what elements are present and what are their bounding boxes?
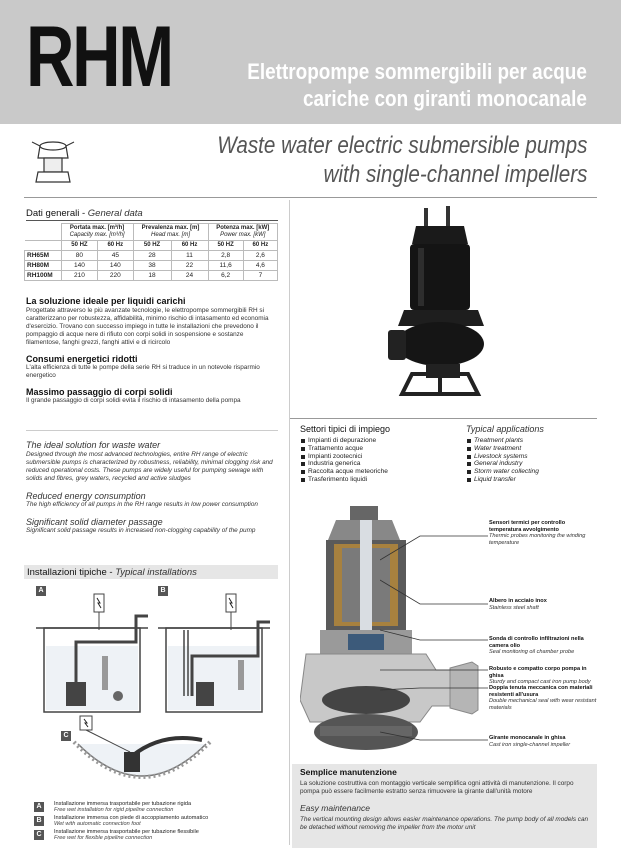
list-item: Livestock systems	[467, 453, 539, 461]
list-item: Liquid transfer	[467, 476, 539, 484]
list-item: Storm water collecting	[467, 468, 539, 476]
divider	[26, 430, 278, 431]
applications-title-en: Typical applications	[466, 424, 544, 434]
paragraph-energy-it: L'alta efficienza di tutte le pompe della serie RH si traduce in un notevole risparmio energetico	[26, 364, 260, 379]
hz-50-label: 50 HZ	[61, 241, 97, 251]
paragraph-energy-en: The high efficiency of all pumps in the RH range results in low power consumption	[26, 501, 258, 508]
installation-label-a: A	[36, 586, 46, 596]
list-item: Water treatment	[467, 445, 539, 453]
installation-label-b: B	[158, 586, 168, 596]
callout-leaders	[380, 520, 492, 752]
paragraph-ideal-solution-it: Progettate attraverso le più avanzate tecnologie, le elettropompe sommergibili RH si caratterizzano per robustezza, affidabilità, minimo rischio di intasamento ed economia d'esercizio. Trovano con successo impiego in tutte le installazioni che prevedono il pompaggio di acque nere di rifiuto con corpi solidi in sospensione e sostanze filamentose, fanghi grezzi, fanghi attivi e di ricircolo	[26, 307, 269, 346]
paragraph-solids-it: Il grande passaggio di corpi solidi evita il rischio di intasamento della pompa	[26, 397, 241, 404]
list-item: Trasferimento liquidi	[301, 476, 388, 484]
maintenance-text-en: The vertical mounting design allows easier maintenance operations. The pump body of all models can be detached without removing the impeller from the motor unit	[300, 816, 589, 831]
maintenance-title-it: Semplice manutenzione	[300, 767, 397, 777]
maintenance-text-it: La soluzione costruttiva con montaggio verticale semplifica ogni attività di manutenzione. Il corpo pompa può essere facilmente estratto senza rimuovere la girante dall'unità motore	[300, 780, 574, 795]
callout-oil-probe: Sonda di controllo infiltrazioni nella camera olio Seal monitoring oil chamber probe	[489, 636, 584, 656]
general-data-table	[24, 223, 278, 281]
callout-impeller: Girante monocanale in ghisa Cast iron single-channel impeller	[489, 735, 571, 748]
english-title-line-2: with single-channel impellers	[323, 161, 587, 188]
list-item: Trattamento acque	[301, 445, 388, 453]
hz-60-label: 60 Hz	[171, 241, 208, 251]
installations-title: Installazioni tipiche - Typical installations	[27, 567, 197, 578]
callout-thermal-probes: Sensori termici per controllo temperatura avvolgimento Thermic probes monitoring the winding temperature	[489, 520, 586, 546]
general-data-underline	[26, 220, 278, 221]
table-row: RH80M 140 140 38 22 11,6 4,6	[25, 261, 278, 271]
list-item: Impianti zootecnici	[301, 453, 388, 461]
english-text-block	[26, 440, 278, 535]
heading-solids-en: Significant solid diameter passage	[26, 517, 163, 527]
italian-title-line-2: cariche con giranti monocanale	[303, 86, 587, 111]
list-item: Treatment plants	[467, 437, 539, 445]
pump-product-image	[388, 204, 498, 400]
english-title	[217, 131, 587, 189]
list-item: Impianti di depurazione	[301, 437, 388, 445]
divider	[290, 418, 597, 419]
installation-a-diagram	[36, 586, 148, 714]
legend-item-a: A Installazione immersa trasportabile per tubazione rigida Free wet installation for rigid pipeline connection	[34, 801, 278, 813]
legend-item-c: C Installazione immersa trasportabile per tubazione flessibile Free wet for flexible pipeline connection	[34, 829, 278, 841]
power-header: Potenza max. [kW] Power max. [kW]	[208, 224, 277, 241]
hz-50-label: 50 HZ	[208, 241, 243, 251]
paragraph-solids-en: Significant solid passage results in increased non-clogging capability of the pump	[26, 527, 256, 534]
installations-legend	[34, 801, 278, 841]
applications-list-it	[301, 437, 388, 484]
italian-title	[247, 58, 587, 112]
applications-list-en	[467, 437, 539, 484]
hz-50-label: 50 HZ	[133, 241, 171, 251]
head-header: Prevalenza max. [m] Head max. [m]	[133, 224, 208, 241]
applications-title-it: Settori tipici di impiego	[300, 424, 391, 434]
brand-title: RHM	[26, 9, 172, 105]
maintenance-block	[300, 767, 594, 832]
general-data-title: Dati generali - General data	[26, 208, 143, 219]
paragraph-ideal-solution-en: Designed through the most advanced technologies, entire RH range of electric submersible pumps is characterized by robustness, reliability, minimal clogging risk and reduced operational costs. These pumps are widely useful for pumping sewage with solids and fibres, grey waters, recycled and active sludges	[26, 451, 273, 482]
english-title-line-1: Waste water electric submersible pumps	[216, 132, 587, 159]
callout-mechanical-seal: Doppia tenuta meccanica con materiali resistenti all'usura Double mechanical seal with wear resistant materials	[489, 685, 597, 711]
heading-ideal-solution-it: La soluzione ideale per liquidi carichi	[26, 296, 186, 306]
italian-title-line-1: Elettropompe sommergibili per acque	[247, 59, 587, 84]
installation-label-c: C	[61, 731, 71, 741]
hz-60-label: 60 Hz	[98, 241, 133, 251]
legend-item-b: B Installazione immersa con piede di accoppiamento automatico Wet with automatic connection foot	[34, 815, 278, 827]
installation-b-diagram	[158, 586, 270, 714]
heading-solids-it: Massimo passaggio di corpi solidi	[26, 387, 173, 397]
italian-text-block	[26, 296, 278, 405]
table-row: RH65M 80 45 28 11 2,8 2,6	[25, 251, 278, 261]
heading-energy-en: Reduced energy consumption	[26, 491, 146, 501]
heading-energy-it: Consumi energetici ridotti	[26, 354, 138, 364]
heading-ideal-solution-en: The ideal solution for waste water	[26, 440, 161, 450]
capacity-header: Portata max. [m³/h] Capacity max. [m³/h]	[61, 224, 133, 241]
column-divider	[289, 200, 290, 845]
table-row: RH100M 210 220 18 24 6,2 7	[25, 271, 278, 281]
list-item: General industry	[467, 460, 539, 468]
maintenance-title-en: Easy maintenance	[300, 803, 370, 813]
divider	[24, 197, 597, 198]
pump-outline-icon	[30, 138, 76, 188]
list-item: Industria generica	[301, 460, 388, 468]
callout-pump-body: Robusto e compatto corpo pompa in ghisa Sturdy and compact cast iron pump body	[489, 666, 591, 686]
hz-60-label: 60 Hz	[243, 241, 277, 251]
list-item: Raccolta acque meteoriche	[301, 468, 388, 476]
installation-c-diagram	[72, 712, 212, 796]
callout-shaft: Albero in acciaio inox Stainless steel shaft	[489, 598, 547, 611]
